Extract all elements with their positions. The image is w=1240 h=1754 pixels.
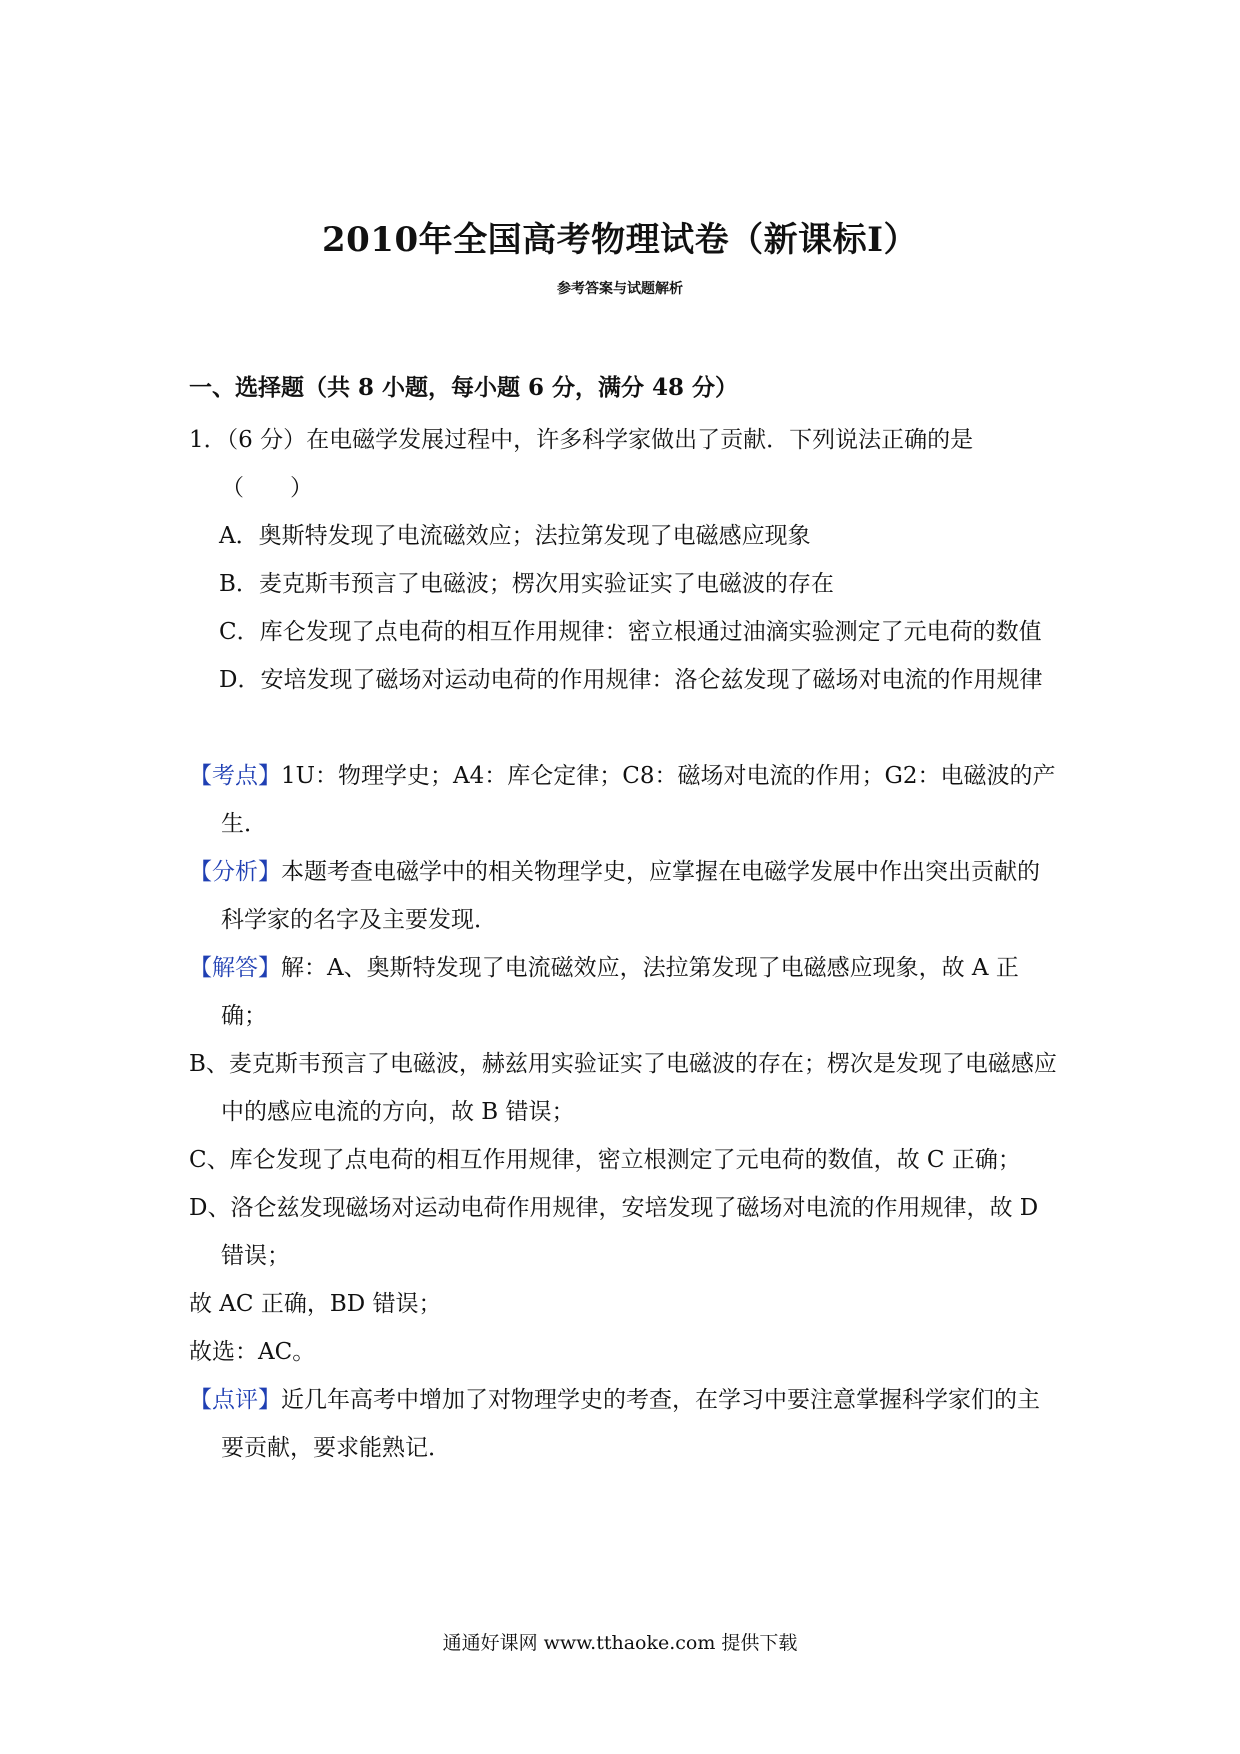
jieda-paragraph — [189, 944, 1059, 1040]
option-a: A．奥斯特发现了电流磁效应；法拉第发现了电磁感应现象 — [219, 523, 811, 549]
option-b: B．麦克斯韦预言了电磁波；楞次用实验证实了电磁波的存在 — [219, 571, 834, 597]
solution-answer: 故选：AC。 — [189, 1339, 316, 1365]
question-stem-line1: 1．（6 分）在电磁学发展过程中，许多科学家做出了贡献．下列说法正确的是 — [189, 427, 974, 453]
dianping-tag: 【点评】 — [189, 1387, 281, 1413]
page-subtitle: 参考答案与试题解析 — [557, 281, 683, 297]
content-body — [189, 370, 1059, 1472]
fenxi-text: 本题考查电磁学中的相关物理学史，应掌握在电磁学发展中作出突出贡献的科学家的名字及主要发现． — [221, 859, 1040, 933]
spacer — [189, 704, 1059, 752]
kaodian-paragraph — [189, 752, 1059, 848]
page-footer: 通通好课网 www.tthaoke.com 提供下载 — [442, 1632, 798, 1654]
fenxi-paragraph — [189, 848, 1059, 944]
solution-line-c: C、库仑发现了点电荷的相互作用规律，密立根测定了元电荷的数值，故 C 正确； — [189, 1147, 1021, 1173]
option-c: C．库仑发现了点电荷的相互作用规律：密立根通过油滴实验测定了元电荷的数值 — [219, 619, 1042, 645]
solution-line-b: B、麦克斯韦预言了电磁波，赫兹用实验证实了电磁波的存在；楞次是发现了电磁感应中的感应电流的方向，故 B 错误； — [189, 1051, 1057, 1125]
dianping-paragraph — [189, 1376, 1059, 1472]
jieda-tag: 【解答】 — [189, 955, 281, 981]
section-heading: 一、选择题（共 8 小题，每小题 6 分，满分 48 分） — [189, 374, 739, 401]
fenxi-tag: 【分析】 — [189, 859, 281, 885]
question-stem-line2: （ ） — [221, 475, 313, 501]
dianping-text: 近几年高考中增加了对物理学史的考查，在学习中要注意掌握科学家们的主要贡献，要求能熟记． — [221, 1387, 1040, 1461]
page-title: 2010年全国高考物理试卷（新课标I） — [321, 220, 919, 260]
solution-conclusion: 故 AC 正确，BD 错误； — [189, 1291, 442, 1317]
kaodian-text: 1U：物理学史；A4：库仑定律；C8：磁场对电流的作用；G2：电磁波的产生． — [221, 763, 1056, 837]
solution-line-d: D、洛仑兹发现磁场对运动电荷作用规律，安培发现了磁场对电流的作用规律，故 D 错误； — [189, 1195, 1039, 1269]
kaodian-tag: 【考点】 — [189, 763, 281, 789]
question-stem — [189, 416, 1059, 512]
jieda-text: 解：A、奥斯特发现了电流磁效应，法拉第发现了电磁感应现象，故 A 正确； — [221, 955, 1019, 1029]
option-d: D．安培发现了磁场对运动电荷的作用规律：洛仑兹发现了磁场对电流的作用规律 — [219, 667, 1043, 693]
